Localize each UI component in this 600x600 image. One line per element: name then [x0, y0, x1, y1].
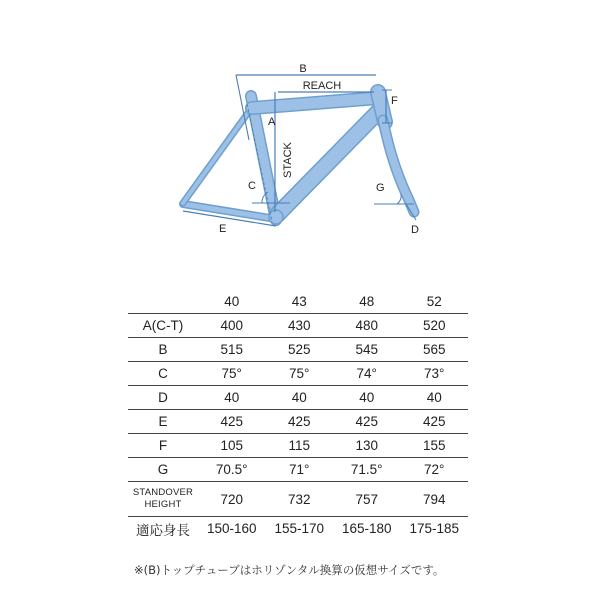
table-cell: 425 — [266, 410, 334, 434]
row-label: B — [128, 338, 198, 362]
header-corner — [128, 290, 198, 314]
size-header: 43 — [266, 290, 334, 314]
table-cell: 71° — [266, 458, 334, 482]
row-label: C — [128, 362, 198, 386]
table-row — [128, 517, 468, 541]
label-reach: REACH — [302, 80, 342, 92]
table-cell: 150-160 — [206, 521, 257, 536]
table-cell: 425 — [401, 410, 469, 434]
footnote: ※(B)トップチューブはホリゾンタル換算の仮想サイズです。 — [134, 563, 445, 577]
table-cell: 545 — [333, 338, 401, 362]
table-cell: 74° — [333, 362, 401, 386]
table-row — [128, 434, 468, 458]
label-b: B — [299, 63, 307, 75]
geometry-table — [128, 290, 468, 540]
table-cell: 72° — [401, 458, 469, 482]
size-header: 52 — [401, 290, 469, 314]
size-header: 40 — [198, 290, 266, 314]
row-label: F — [128, 434, 198, 458]
table-cell: 40 — [333, 386, 401, 410]
table-row — [128, 386, 468, 410]
row-label: D — [128, 386, 198, 410]
table-cell: 70.5° — [198, 458, 266, 482]
table-cell: 175-185 — [409, 521, 460, 536]
angle-g-arc — [397, 194, 401, 204]
bike-frame-geometry-diagram — [0, 0, 600, 290]
table-row — [128, 482, 468, 517]
table-cell: 565 — [401, 338, 469, 362]
row-label — [128, 482, 198, 517]
row-label-line1: STANDOVER — [132, 487, 194, 498]
table-cell: 155 — [401, 434, 469, 458]
label-g: G — [376, 182, 385, 194]
table-cell: 165-180 — [341, 521, 392, 536]
row-label: G — [128, 458, 198, 482]
table-cell: 40 — [266, 386, 334, 410]
table-cell: 515 — [198, 338, 266, 362]
table-cell: 525 — [266, 338, 334, 362]
table-row — [128, 314, 468, 338]
row-label: A(C-T) — [128, 314, 198, 338]
table-cell: 732 — [266, 482, 334, 517]
table-cell: 73° — [401, 362, 469, 386]
size-header: 48 — [333, 290, 401, 314]
table-cell: 71.5° — [333, 458, 401, 482]
label-e: E — [219, 223, 227, 235]
table-cell: 757 — [333, 482, 401, 517]
table-cell: 155-170 — [274, 521, 325, 536]
row-label: 適応身長 — [136, 522, 190, 538]
table-cell: 115 — [266, 434, 334, 458]
table-cell: 720 — [198, 482, 266, 517]
table-cell: 400 — [198, 314, 266, 338]
table-cell: 40 — [401, 386, 469, 410]
table-cell: 40 — [198, 386, 266, 410]
table-cell: 520 — [401, 314, 469, 338]
row-label-line2: HEIGHT — [144, 499, 182, 510]
table-cell: 794 — [401, 482, 469, 517]
label-f: F — [391, 95, 398, 107]
label-c: C — [248, 180, 256, 192]
table-cell: 425 — [333, 410, 401, 434]
table-cell: 75° — [198, 362, 266, 386]
label-stack: STACK — [282, 142, 294, 178]
table-cell: 75° — [266, 362, 334, 386]
table-row — [128, 338, 468, 362]
table-cell: 105 — [198, 434, 266, 458]
row-label: E — [128, 410, 198, 434]
table-row — [128, 362, 468, 386]
table-cell: 480 — [333, 314, 401, 338]
table-cell: 130 — [333, 434, 401, 458]
table-cell: 430 — [266, 314, 334, 338]
table-row — [128, 458, 468, 482]
table-row — [128, 410, 468, 434]
label-a: A — [268, 116, 276, 128]
table-cell: 425 — [198, 410, 266, 434]
size-header-row — [128, 290, 468, 314]
label-d: D — [411, 224, 419, 236]
